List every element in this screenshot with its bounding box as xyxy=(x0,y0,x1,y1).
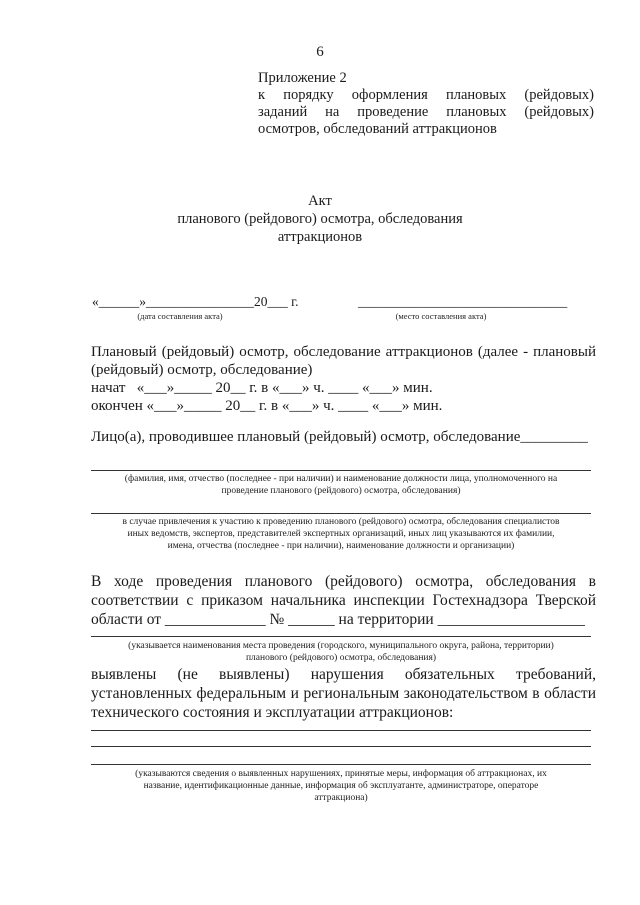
appendix-line: осмотров, обследований аттракционов xyxy=(258,121,497,137)
violations-block xyxy=(91,665,596,722)
inspection-block xyxy=(91,343,596,415)
territory-caption xyxy=(88,640,594,664)
caption-line: в случае привлечения к участию к проведению планового (рейдового) осмотра, обследования специалистов xyxy=(122,517,560,527)
caption-line: аттракциона) xyxy=(314,793,368,803)
date-field: «______»________________20___ г. xyxy=(92,294,299,309)
place-caption: (место составления акта) xyxy=(395,311,487,321)
participants-caption xyxy=(88,516,594,552)
course-line: соответствии с приказом начальника инспекции Гостехнадзора Тверской xyxy=(91,592,596,609)
blank-line xyxy=(91,746,591,747)
course-line: В ходе проведения планового (рейдового) осмотра, обследования в xyxy=(91,573,596,590)
violations-line: установленных федеральным и региональным законодательством в области xyxy=(91,685,596,702)
place-field: _______________________________ xyxy=(358,294,568,309)
caption-line: (указывается наименования места проведения (городского, муниципального округа, района, территории) xyxy=(128,641,554,651)
blank-line xyxy=(91,636,591,637)
persons-line: Лицо(а), проводившее плановый (рейдовый) осмотр, обследование_________ xyxy=(91,429,588,445)
caption-line: (фамилия, имя, отчество (последнее - при наличии) и наименование должности лица, уполномоченного на xyxy=(124,474,558,484)
title-line: аттракционов xyxy=(277,229,363,245)
page-number: 6 xyxy=(316,44,324,60)
appendix-line: заданий на проведение плановых (рейдовых) xyxy=(258,104,594,120)
document-title xyxy=(0,192,640,246)
blank-line xyxy=(91,730,591,731)
caption-line: (указываются сведения о выявленных нарушениях, принятые меры, информация об аттракционах, их xyxy=(135,769,547,779)
caption-line: проведение планового (рейдового) осмотра, обследования) xyxy=(221,486,461,496)
violations-line: выявлены (не выявлены) нарушения обязательных требований, xyxy=(91,666,596,683)
violations-caption xyxy=(88,768,594,804)
inspection-start: начат «___»_____ 20__ г. в «___» ч. ____ «___» мин. xyxy=(91,380,433,396)
blank-line xyxy=(91,513,591,514)
blank-line xyxy=(91,764,591,765)
appendix-header xyxy=(258,70,594,138)
caption-line: название, идентификационные данные, информация об эксплуатанте, администраторе, операторе xyxy=(143,781,539,791)
caption-line: имена, отчества (последнее - при наличии), наименование должности и организации) xyxy=(167,541,515,551)
date-caption: (дата составления акта) xyxy=(137,311,223,321)
course-block xyxy=(91,572,596,629)
caption-line: планового (рейдового) осмотра, обследования) xyxy=(245,653,437,663)
violations-line: технического состояния и эксплуатации аттракционов: xyxy=(91,704,454,721)
course-line: области от _____________ № ______ на территории ___________________ xyxy=(91,611,585,628)
inspection-end: окончен «___»_____ 20__ г. в «___» ч. ____ «___» мин. xyxy=(91,398,443,414)
inspection-line: Плановый (рейдовый) осмотр, обследование аттракционов (далее - плановый xyxy=(91,344,596,360)
blank-line xyxy=(91,470,591,471)
inspection-line: (рейдовый) осмотр, обследование) xyxy=(91,362,313,378)
title-line: планового (рейдового) осмотра, обследования xyxy=(177,211,463,227)
appendix-title: Приложение 2 xyxy=(258,70,347,86)
title-act: Акт xyxy=(308,193,332,209)
caption-line: иных ведомств, экспертов, представителей экспертных организаций, иных лиц указываются их фамилии, xyxy=(127,529,555,539)
persons-caption xyxy=(88,473,594,497)
appendix-line: к порядку оформления плановых (рейдовых) xyxy=(258,87,594,103)
